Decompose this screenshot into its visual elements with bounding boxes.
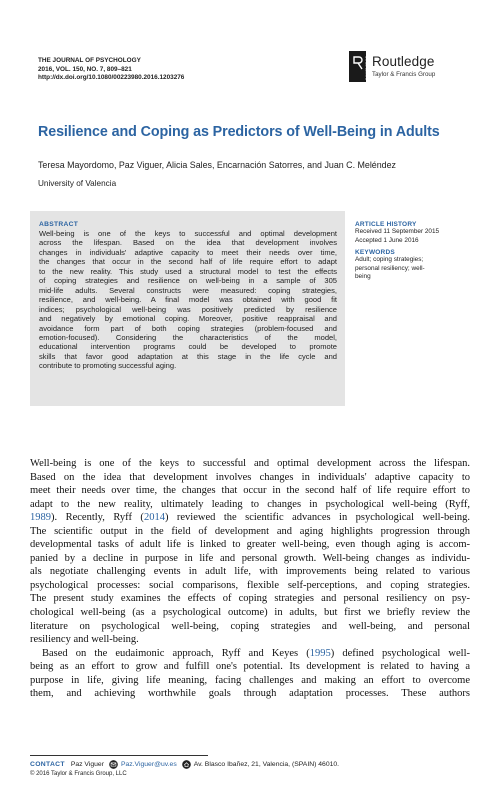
contact-footer — [30, 760, 339, 769]
body-line: The present study examines the effects of coping strategies and personal resiliency on psy- — [30, 593, 470, 605]
abstract-line: the changes that occur in the second half of life require effort to adapt — [39, 257, 337, 267]
citation-link[interactable]: 1989 — [30, 512, 51, 524]
body-line — [30, 511, 470, 525]
keywords-line: being — [355, 273, 371, 281]
body-line: Well-being is one of the keys to successful and optimal development across the lifespan. — [30, 458, 470, 469]
body-line: Based on the idea that development involves changes in individuals' adaptive capacity to — [30, 471, 470, 483]
keywords-list — [355, 256, 473, 282]
abstract-line: Well-being is one of the keys to successful and optimal development — [39, 229, 337, 238]
contact-name: Paz Viguer — [70, 761, 104, 768]
body-text-segment: ) reviewed the scientific advances in psychological well-being. — [164, 512, 470, 524]
body-line: being as an effort to grow and fulfill one's potential. Its development is related to having a — [30, 661, 470, 673]
contact-label: CONTACT — [30, 761, 65, 768]
body-line — [30, 647, 470, 661]
abstract-line: skills that favor good adaptation at this stage in the life cycle and — [39, 351, 337, 361]
citation-link[interactable]: 2014 — [143, 512, 165, 524]
article-authors: Teresa Mayordomo, Paz Viguer, Alicia Sales, Encarnación Satorres, and Juan C. Meléndez — [38, 160, 396, 170]
body-line: chological well-being (as a psychological outcome) in adults, but first we briefly review the — [30, 607, 470, 619]
accepted-date: Accepted 1 June 2016 — [355, 236, 419, 244]
body-line: developmental tasks of adult life is linked to greater well-being, even though aging is accom- — [30, 539, 470, 551]
footer-divider — [30, 755, 208, 756]
body-text-segment: ). Recently, Ryff ( — [51, 512, 144, 524]
svg-text:ROUTLEDGE: ROUTLEDGE — [364, 56, 370, 80]
article-sidebar — [355, 221, 473, 282]
body-line: meet their needs over time, the changes that occur in the second half of life require effort to — [30, 485, 470, 497]
abstract-line: educational intervention programs could be developed to promote — [39, 342, 337, 352]
journal-header — [38, 57, 184, 83]
author-affiliation: University of Valencia — [38, 179, 117, 188]
body-line: adapt to the new reality, ultimately leading to changes in psychological well-being (Ryff, — [30, 498, 470, 510]
body-line: resiliency and well-being. — [30, 634, 139, 646]
received-date: Received 11 September 2015 — [355, 228, 440, 235]
abstract-text — [39, 229, 337, 371]
body-line: literature on psychological well-being, coping strategies and well-being, and personal — [30, 620, 470, 632]
abstract-line: and negatively by emotional coping. Moreover, positive reappraisal and — [39, 314, 337, 324]
publisher-name: Routledge — [372, 54, 435, 69]
abstract-line: emotion-focused). Considering the characteristics of the model, — [39, 332, 337, 342]
address-icon — [182, 760, 191, 769]
keywords-line: personal resiliency; well- — [355, 264, 425, 272]
body-text-segment: Based on the eudaimonic approach, Ryff and Keyes ( — [42, 647, 310, 659]
journal-volume: 2016, VOL. 150, NO. 7, 809–821 — [38, 65, 132, 73]
body-line: purpose in life, giving life meaning, facing challenges and making an effort to overcome — [30, 674, 470, 686]
publisher-group: Taylor & Francis Group — [372, 71, 436, 78]
citation-link[interactable]: 1995 — [309, 647, 331, 659]
article-title: Resilience and Coping as Predictors of Well-Being in Adults — [38, 124, 440, 140]
body-line: The scientific output in the field of development and aging highlights progression through — [30, 525, 470, 537]
abstract-line: avoidance form part of both coping strategies (problem-focused and — [39, 323, 337, 333]
abstract-line: contribute to promoting successful aging. — [39, 361, 177, 371]
body-line: psychological processes: social comparisons, flexible self-perceptions, and coping strategies. — [30, 579, 470, 591]
body-line: panied by a decline in purpose in life and personal growth. Well-being changes as individu- — [30, 552, 470, 564]
body-line: als negotiate challenging events in adult life, with improvements being related to various — [30, 566, 470, 578]
abstract-line: across the lifespan. Based on the idea that development involves — [39, 238, 337, 248]
abstract-line: changes in individuals' adaptive capacity to meet their needs over time, — [39, 247, 337, 257]
abstract-line: of coping strategies and resilience on well-being in a sample of 305 — [39, 276, 337, 286]
copyright-notice: © 2016 Taylor & Francis Group, LLC — [30, 771, 127, 777]
abstract-line: resilience, and well-being. A final model was obtained with good fit — [39, 295, 337, 305]
keywords-heading: KEYWORDS — [355, 249, 395, 257]
publisher-logo — [349, 51, 467, 85]
keywords-line: Adult; coping strategies; — [355, 256, 424, 264]
body-text-segment: ) defined psychological well- — [330, 647, 471, 659]
email-icon — [109, 760, 118, 769]
abstract-heading: ABSTRACT — [39, 221, 79, 228]
article-history-heading: ARTICLE HISTORY — [355, 221, 417, 228]
contact-email-link[interactable]: Paz.Viguer@uv.es — [120, 761, 177, 768]
contact-address: Av. Blasco Ibañez, 21, Valencia, (SPAIN) 46010. — [193, 761, 340, 768]
journal-name: THE JOURNAL OF PSYCHOLOGY — [38, 57, 141, 64]
article-history — [355, 228, 473, 245]
abstract-line: mid-life adults. Several constructs were measured: coping strategies, — [39, 285, 337, 295]
body-line: them, and achieving worthwhile goals through adaptation processes. These authors — [30, 688, 470, 700]
routledge-logo-icon — [349, 51, 370, 82]
abstract-line: indices; psychological well-being was positively predicted by resilience — [39, 304, 337, 314]
doi-link[interactable]: http://dx.doi.org/10.1080/00223980.2016.1203276 — [38, 74, 185, 82]
article-body — [30, 457, 470, 701]
abstract-line: to the new reality. This study used a structural model to test the effects — [39, 266, 337, 276]
